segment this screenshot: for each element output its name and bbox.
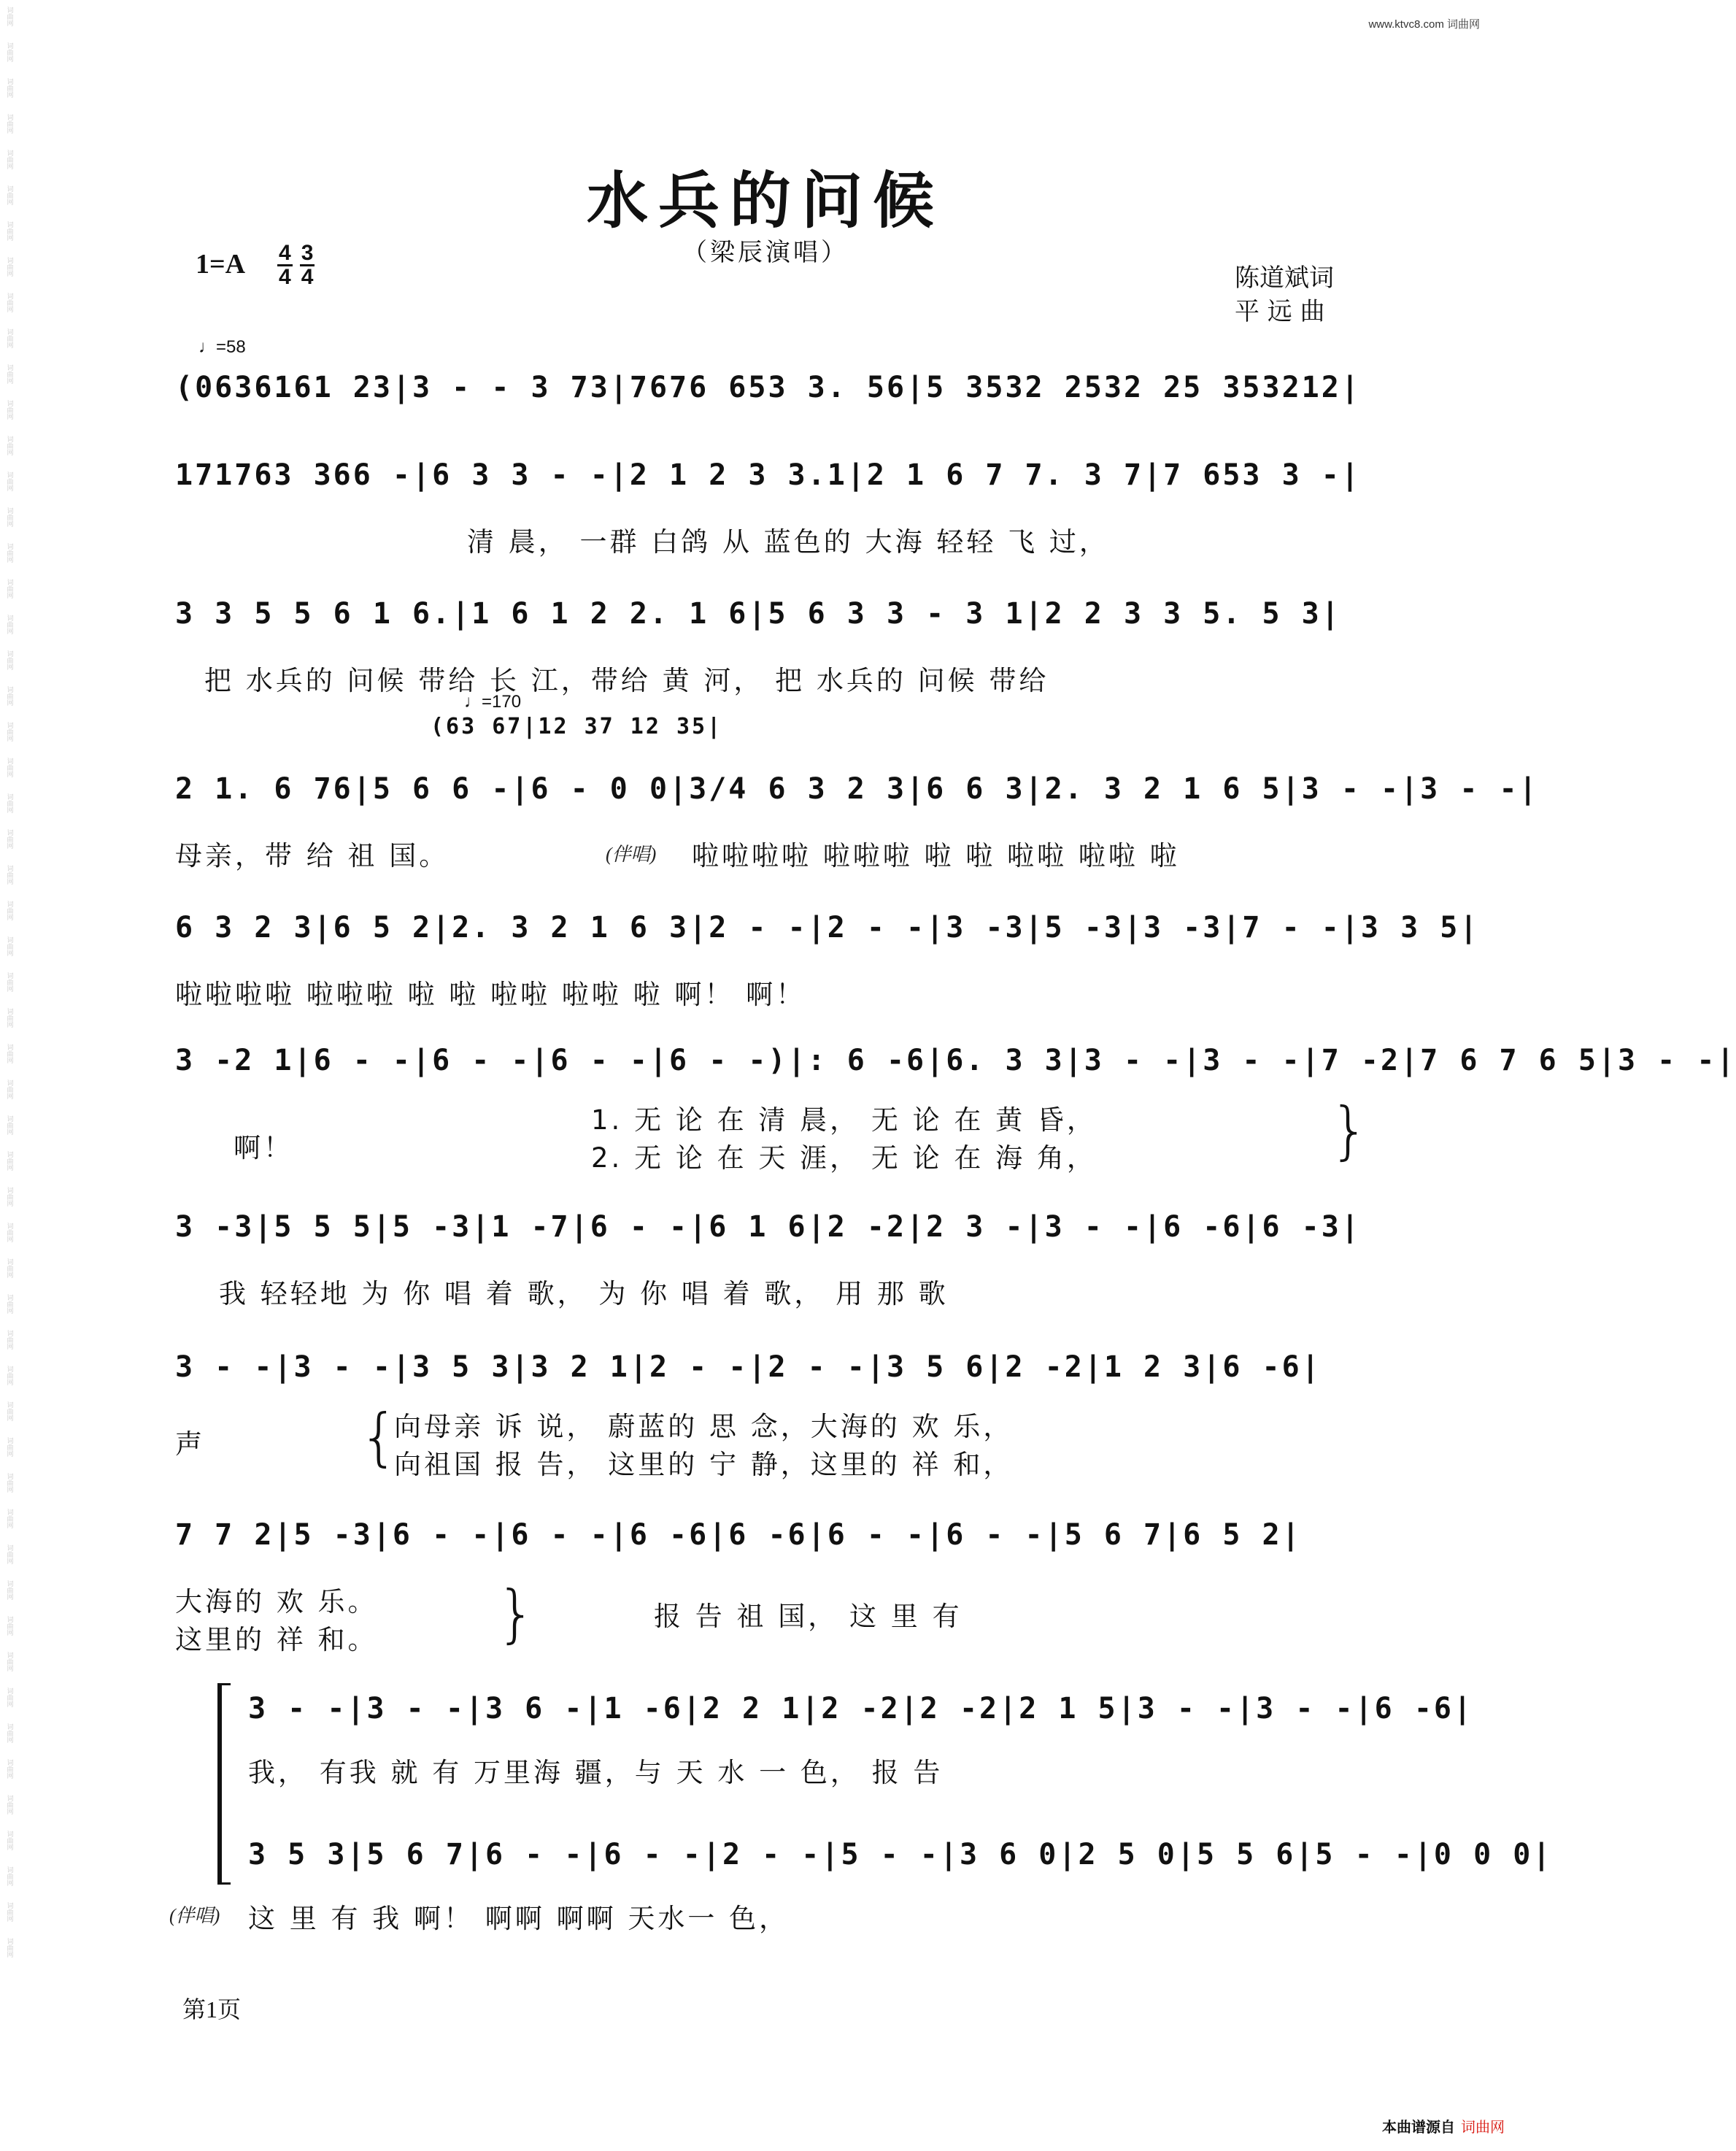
watermark-mark: 词曲网 — [5, 972, 13, 992]
watermark-mark: 词曲网 — [5, 1616, 13, 1636]
lyric-line: 这 里 有 我 啊！ 啊啊 啊啊 天水一 色， — [248, 1903, 790, 1934]
watermark-mark: 词曲网 — [5, 1330, 13, 1350]
verse-brace: } — [496, 1577, 536, 1650]
watermark-mark: 词曲网 — [5, 758, 13, 777]
watermark-mark: 词曲网 — [5, 615, 13, 634]
watermark-mark: 词曲网 — [5, 1759, 13, 1779]
watermark-mark: 词曲网 — [5, 901, 13, 920]
score-system-1 — [175, 365, 1361, 423]
score-system-2 — [175, 453, 1361, 562]
notation-row: 3 - -|3 - -|3 5 3|3 2 1|2 - -|2 - -|3 5 6|2 -2|1 2 3|6 -6| — [175, 1350, 1322, 1384]
score-system-7 — [175, 1204, 1361, 1314]
notation-row: 7 7 2|5 -3|6 - -|6 - -|6 -6|6 -6|6 - -|6 - -|5 6 7|6 5 2| — [175, 1518, 1302, 1552]
lyric-line: 清 晨， 一群 白鸽 从 蓝色的 大海 轻轻 飞 过， — [467, 526, 1109, 558]
lyric-line: 啊！ — [234, 1132, 293, 1163]
watermark-mark: 词曲网 — [5, 1688, 13, 1707]
verse-2-lyric: 2. 无 论 在 天 涯， 无 论 在 海 角， — [591, 1142, 1097, 1174]
watermark-mark: 词曲网 — [5, 1151, 13, 1171]
watermark-mark: 词曲网 — [5, 722, 13, 742]
watermark-mark: 词曲网 — [5, 1866, 13, 1886]
verse-brace: { — [359, 1401, 399, 1474]
watermark-mark: 词曲网 — [5, 507, 13, 527]
score-system-5 — [175, 905, 1480, 1015]
site-header-url[interactable]: www.ktvc8.com 词曲网 — [1368, 18, 1480, 31]
watermark-mark: 词曲网 — [5, 1223, 13, 1242]
source-credit[interactable] — [1382, 2115, 1505, 2136]
accompaniment-label: (伴唱) — [169, 1905, 220, 1926]
score-system-8 — [175, 1344, 1354, 1490]
score-system-11 — [248, 1832, 1553, 1934]
time-signature-3-4 — [300, 242, 315, 288]
time-signature-numerator: 3 — [301, 241, 314, 265]
watermark-mark: 词曲网 — [5, 1366, 13, 1385]
song-subtitle: （梁辰演唱） — [682, 238, 849, 267]
watermark-mark: 词曲网 — [5, 257, 13, 277]
time-signature-4-4 — [277, 242, 293, 288]
notation-row: 3 5 3|5 6 7|6 - -|6 - -|2 - -|5 - -|3 6 0|2 5 0|5 5 6|5 - -|0 0 0| — [248, 1838, 1553, 1871]
lyric-line-accompaniment: 啦啦啦啦 啦啦啦 啦 啦 啦啦 啦啦 啦 — [692, 840, 1180, 871]
watermark-mark: 词曲网 — [5, 1831, 13, 1850]
watermark-mark: 词曲网 — [5, 1401, 13, 1421]
lyric-line: 把 水兵的 问候 带给 长 江，带给 黄 河， 把 水兵的 问候 带给 — [204, 665, 1049, 696]
watermark-mark: 词曲网 — [5, 579, 13, 599]
lyricist-credit: 陈道斌词 — [1235, 263, 1334, 293]
lyric-line: 我 轻轻地 为 你 唱 着 歌， 为 你 唱 着 歌， 用 那 歌 — [219, 1278, 949, 1309]
watermark-mark: 词曲网 — [5, 1652, 13, 1671]
song-title: 水兵的问候 — [586, 165, 944, 236]
watermark-mark: 词曲网 — [5, 1795, 13, 1815]
watermark-mark: 词曲网 — [5, 1723, 13, 1743]
notation-row: 3 -2 1|6 - -|6 - -|6 - -|6 - -)|: 6 -6|6. 3 3|3 - -|3 - -|7 -2|7 6 7 6 5|3 - -| — [175, 1044, 1736, 1077]
tempo-marking: ♩=170 — [464, 692, 522, 712]
source-site-name[interactable]: 词曲网 — [1461, 2118, 1505, 2136]
watermark-mark: 词曲网 — [5, 150, 13, 169]
notation-row: 3 - -|3 - -|3 6 -|1 -6|2 2 1|2 -2|2 -2|2 1 5|3 - -|3 - -|6 -6| — [248, 1692, 1474, 1725]
score-system-6 — [175, 1038, 1736, 1184]
score-system-3 — [175, 591, 1354, 701]
score-system-4 — [175, 766, 1539, 876]
composer-credit: 平 远 曲 — [1235, 297, 1325, 326]
verse-2-lyric: 这里的 祥 和。 — [175, 1624, 378, 1655]
lyric-line: 报 告 祖 国， 这 里 有 — [654, 1601, 962, 1632]
score-system-10 — [248, 1686, 1474, 1788]
watermark-mark: 词曲网 — [5, 793, 13, 813]
watermark-mark: 词曲网 — [5, 436, 13, 455]
lyric-line: 啦啦啦啦 啦啦啦 啦 啦 啦啦 啦啦 啦 啊！ 啊！ — [175, 979, 806, 1010]
time-signatures — [277, 242, 315, 288]
watermark-mark: 词曲网 — [5, 865, 13, 885]
watermark-mark: 词曲网 — [5, 686, 13, 706]
watermark-mark: 词曲网 — [5, 1044, 13, 1063]
watermark-mark: 词曲网 — [5, 185, 13, 205]
lyric-line: 母亲，带 给 祖 国。 — [175, 840, 450, 871]
notation-row: (0636161 23|3 - - 3 73|7676 653 3. 56|5 3532 2532 25 353212| — [175, 371, 1361, 404]
left-watermark-strip — [0, 0, 19, 2151]
tempo-marking: ♩=58 — [198, 337, 246, 357]
watermark-mark: 词曲网 — [5, 829, 13, 849]
watermark-mark: 词曲网 — [5, 1008, 13, 1028]
accompaniment-label: (伴唱) — [606, 844, 657, 865]
lyric-line: 我， 有我 就 有 万里海 疆，与 天 水 一 色， 报 告 — [248, 1757, 944, 1788]
watermark-mark: 词曲网 — [5, 1544, 13, 1564]
key-signature: 1=A — [196, 249, 246, 280]
watermark-mark: 词曲网 — [5, 42, 13, 62]
watermark-mark: 词曲网 — [5, 1080, 13, 1099]
verse-1-lyric: 大海的 欢 乐。 — [175, 1586, 378, 1617]
watermark-mark: 词曲网 — [5, 221, 13, 241]
notation-pickup: (63 67|12 37 12 35| — [431, 714, 723, 739]
notation-row: 3 3 5 5 6 1 6.|1 6 1 2 2. 1 6|5 6 3 3 - 3 1|2 2 3 3 5. 5 3| — [175, 597, 1341, 631]
notation-row: 2 1. 6 76|5 6 6 -|6 - 0 0|3/4 6 3 2 3|6 6 3|2. 3 2 1 6 5|3 - -|3 - -| — [175, 772, 1539, 806]
watermark-mark: 词曲网 — [5, 114, 13, 134]
verse-1-lyric: 向母亲 诉 说， 蔚蓝的 思 念，大海的 欢 乐， — [394, 1411, 1014, 1442]
notation-row: 6 3 2 3|6 5 2|2. 3 2 1 6 3|2 - -|2 - -|3 -3|5 -3|3 -3|7 - -|3 3 5| — [175, 911, 1480, 944]
watermark-mark: 词曲网 — [5, 400, 13, 420]
watermark-mark: 词曲网 — [5, 1437, 13, 1457]
notation-row: 171763 366 -|6 3 3 - -|2 1 2 3 3.1|2 1 6 7 7. 3 7|7 653 3 -| — [175, 458, 1361, 492]
watermark-mark: 词曲网 — [5, 328, 13, 348]
time-signature-denominator: 4 — [279, 265, 291, 289]
verse-1-lyric: 1. 无 论 在 清 晨， 无 论 在 黄 昏， — [591, 1104, 1097, 1136]
watermark-mark: 词曲网 — [5, 7, 13, 26]
watermark-mark: 词曲网 — [5, 1938, 13, 1958]
watermark-mark: 词曲网 — [5, 293, 13, 312]
watermark-mark: 词曲网 — [5, 1902, 13, 1922]
watermark-mark: 词曲网 — [5, 1509, 13, 1528]
watermark-mark: 词曲网 — [5, 1473, 13, 1493]
notation-row: 3 -3|5 5 5|5 -3|1 -7|6 - -|6 1 6|2 -2|2 3 -|3 - -|6 -6|6 -3| — [175, 1210, 1361, 1244]
watermark-mark: 词曲网 — [5, 1187, 13, 1207]
time-signature-numerator: 4 — [279, 241, 291, 265]
time-signature-denominator: 4 — [301, 265, 314, 289]
credits — [1235, 261, 1334, 328]
watermark-mark: 词曲网 — [5, 650, 13, 670]
watermark-mark: 词曲网 — [5, 543, 13, 563]
page-number: 第1页 — [182, 1996, 242, 2023]
system-bracket — [217, 1683, 231, 1885]
watermark-mark: 词曲网 — [5, 472, 13, 491]
verse-2-lyric: 向祖国 报 告， 这里的 宁 静，这里的 祥 和， — [394, 1449, 1014, 1480]
watermark-mark: 词曲网 — [5, 364, 13, 384]
source-label: 本曲谱源自 — [1382, 2118, 1455, 2136]
watermark-mark: 词曲网 — [5, 1294, 13, 1314]
watermark-mark: 词曲网 — [5, 78, 13, 98]
watermark-mark: 词曲网 — [5, 936, 13, 956]
score-system-9 — [175, 1512, 1354, 1658]
verse-brace: } — [1330, 1094, 1370, 1167]
watermark-mark: 词曲网 — [5, 1115, 13, 1135]
lyric-line: 声 — [175, 1428, 205, 1460]
watermark-mark: 词曲网 — [5, 1580, 13, 1600]
watermark-mark: 词曲网 — [5, 1258, 13, 1278]
